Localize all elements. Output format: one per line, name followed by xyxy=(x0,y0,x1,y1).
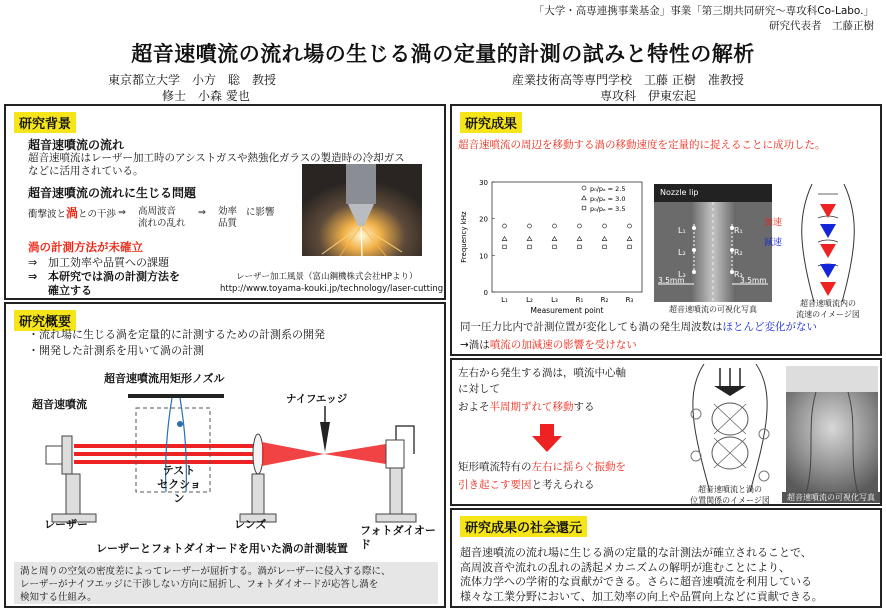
vortex-caption-2: 位置関係のイメージ図 xyxy=(690,496,770,505)
results2-line-5b: と考えられる xyxy=(531,479,595,491)
jet-visualization-photo-2 xyxy=(786,366,878,494)
flow-e1: 効率 xyxy=(218,206,238,217)
diagram-caption xyxy=(778,298,878,320)
authors-right xyxy=(512,72,744,104)
bullet-2b: 確立する xyxy=(48,284,92,297)
background-panel xyxy=(4,104,446,300)
social-line-4: 様々な工業分野において、加工効率の向上や品質向上などに貢献できる。 xyxy=(460,589,823,603)
x-tick-label: L₃ xyxy=(551,296,558,304)
label-nozzle: 超音速噴流用矩形ノズル xyxy=(104,372,225,385)
flow-arrow-2: ⇒ xyxy=(198,207,206,218)
vortex-position-diagram xyxy=(684,364,776,492)
laser-block xyxy=(62,436,72,474)
label-test-2: セクション xyxy=(157,478,201,505)
header-note xyxy=(534,4,874,34)
results2-line-3b: 半周期ずれて移動 xyxy=(489,401,574,413)
authors-left xyxy=(108,72,276,104)
flow-chain xyxy=(28,206,116,222)
overview-line-2: ・開発した計測系を用いて渦の計測 xyxy=(28,344,204,357)
bullet-1: ⇒ 加工効率や品質への課題 xyxy=(28,256,169,269)
background-tag: 研究背景 xyxy=(14,112,76,133)
author-right-2: 専攻科 伊東宏起 xyxy=(600,89,697,103)
flow-a: 衝撃波と xyxy=(28,209,67,220)
results2-line-4a: 矩形噴流特有の xyxy=(458,461,532,473)
social-text xyxy=(460,546,823,604)
dim-left: 3.5mm xyxy=(658,276,685,285)
label-jet: 超音速噴流 xyxy=(32,398,87,411)
overview-line-1: ・流れ場に生じる渦を定量的に計測するための計測系の開発 xyxy=(28,328,325,341)
legend-label: p₀/pₐ = 2.5 xyxy=(590,185,626,193)
program-name: 「大学・高専連携事業基金」事業「第三期共同研究～専攻科Co-Labo.」 xyxy=(533,5,874,17)
x-tick-label: L₂ xyxy=(526,296,533,304)
x-tick-label: R₃ xyxy=(625,296,634,304)
photodiode-stand xyxy=(390,468,402,514)
laser-stand xyxy=(66,474,80,514)
label-test-section xyxy=(154,464,204,506)
results2-line-5 xyxy=(458,478,595,492)
legend-label: p₀/pₐ = 3.5 xyxy=(590,205,626,213)
background-h1: 超音速噴流の流れ xyxy=(28,138,125,152)
diagram-caption-1: 超音速噴流内の xyxy=(800,299,856,308)
frequency-chart xyxy=(456,176,652,316)
author-left-1: 東京都立大学 小方 聡 教授 xyxy=(108,73,277,87)
y-axis-label: Frequency kHz xyxy=(460,211,468,263)
laser-beam-1 xyxy=(74,444,254,448)
diverging-beam xyxy=(324,444,386,464)
flow-f: に影響 xyxy=(246,207,275,218)
social-line-2: 高周波音や流れの乱れの誘起メカニズムの解明が進むことにより、 xyxy=(460,560,790,574)
accel-label: 加速 xyxy=(764,218,783,228)
background-h2: 超音速噴流の流れに生じる問題 xyxy=(28,186,197,200)
flow-e2: 品質 xyxy=(218,218,238,229)
diagram-caption-2: 流速のイメージ図 xyxy=(796,310,860,319)
flow-e xyxy=(218,206,237,230)
overview-panel xyxy=(4,302,446,608)
results2-line-3 xyxy=(458,400,595,414)
bullet-2: ⇒ 本研究では渦の計測方法を xyxy=(28,270,180,283)
dim-right: 3.5mm xyxy=(740,276,767,285)
background-p1-line2: などに活用されている。 xyxy=(28,165,144,177)
legend-label: p₀/pₐ = 3.0 xyxy=(590,195,626,203)
background-p1-line1: 超音速噴流はレーザー加工時のアシストガスや熱強化ガラスの製造時の冷却ガス xyxy=(28,152,405,164)
x-axis-label: Measurement point xyxy=(530,306,604,315)
finding-2 xyxy=(460,338,637,352)
results2-panel xyxy=(450,358,882,506)
apparatus-caption: レーザーとフォトダイオードを用いた渦の計測装置 xyxy=(96,542,348,555)
note-line-2: レーザーがナイフエッジに干渉しない方向に屈折し、フォトダイオードが応答し渦を xyxy=(20,579,379,590)
note-line-1: 渦と周りの空気の密度差によってレーザーが屈折する。渦がレーザーに侵入する際に、 xyxy=(20,566,391,577)
converging-beam xyxy=(262,442,324,466)
x-tick-label: R₂ xyxy=(600,296,609,304)
author-left-2: 修士 小森 愛也 xyxy=(162,89,250,103)
point-L1: L₁ xyxy=(678,226,686,235)
bullet-2-text: 本研究では渦の計測方法を xyxy=(48,270,180,283)
flow-d xyxy=(138,206,186,230)
social-panel xyxy=(450,508,882,608)
laser-cutting-photo xyxy=(302,164,422,256)
social-tag: 研究成果の社会還元 xyxy=(460,516,587,537)
knife-edge-shape xyxy=(320,422,330,452)
lens-stand xyxy=(252,474,264,514)
overview-tag: 研究概要 xyxy=(14,310,76,331)
vortex-caption-1: 超音速噴流と渦の xyxy=(698,485,762,494)
page-title: 超音速噴流の流れ場の生じる渦の定量的計測の試みと特性の解析 xyxy=(131,42,755,66)
flow-vortex: 渦 xyxy=(66,206,79,220)
results-panel xyxy=(450,104,882,356)
point-L3: L₃ xyxy=(678,270,686,279)
photodiode-housing xyxy=(386,440,404,468)
point-R2: R₂ xyxy=(734,248,743,257)
results2-line-3a: およそ xyxy=(458,401,490,413)
label-lens: レンズ xyxy=(234,518,267,531)
photo-caption-2: http://www.toyama-kouki.jp/technology/laser-cutting xyxy=(220,284,444,294)
finding-1 xyxy=(460,320,817,334)
results2-line-1: 左右から発生する渦は，噴流中心軸 xyxy=(458,367,626,379)
y-tick-label: 10 xyxy=(479,252,488,261)
label-test-1: テスト xyxy=(162,464,196,477)
results-tag: 研究成果 xyxy=(460,112,522,133)
social-line-3: 流体力学への学術的な貢献ができる。さらに超音速噴流を利用している xyxy=(460,575,812,588)
flow-arrow-1: ⇒ xyxy=(118,207,126,218)
laser-beam-2 xyxy=(74,452,254,456)
decel-label: 減速 xyxy=(764,238,783,248)
photo2-caption: 超音速噴流の可視化写真 xyxy=(782,492,880,503)
note-line-3: 検知する仕組み。 xyxy=(20,592,97,603)
label-laser: レーザー xyxy=(44,518,88,531)
nozzle-lip-label: Nozzle lip xyxy=(660,188,699,197)
results2-line-4 xyxy=(458,460,626,474)
label-photodiode: フォトダイオード xyxy=(360,524,436,551)
point-R3: R₃ xyxy=(734,270,743,279)
results2-line-4b: 左右に揺らぐ振動を xyxy=(531,461,626,473)
y-tick-label: 0 xyxy=(483,289,488,297)
lens-shape xyxy=(253,434,263,474)
jet-marker xyxy=(177,421,183,427)
results2-line-5a: 引き起こす要因 xyxy=(458,479,532,491)
photo1-caption: 超音速噴流の可視化写真 xyxy=(669,305,757,314)
y-tick-label: 30 xyxy=(479,179,488,187)
flow-d2: 流れの乱れ xyxy=(138,218,186,229)
photodiode-base xyxy=(376,514,416,522)
results2-line-2: に対して xyxy=(458,383,500,395)
apparatus-note xyxy=(14,562,438,604)
flow-c: との干渉 xyxy=(78,209,117,220)
y-tick-label: 20 xyxy=(479,215,488,224)
down-arrow-icon xyxy=(532,424,562,452)
velocity-image-diagram xyxy=(778,184,878,304)
x-tick-label: R₁ xyxy=(575,296,584,304)
nozzle-bar xyxy=(128,394,224,398)
finding-1a: 同一圧力比内で計測位置が変化しても渦の発生周波数は xyxy=(460,321,723,333)
finding-2b: 噴流の加減速の影響を受けない xyxy=(489,339,637,351)
results2-line-3c: する xyxy=(573,401,595,413)
results-headline: 超音速噴流の周辺を移動する渦の移動速度を定量的に捉えることに成功した。 xyxy=(458,139,826,151)
vortex-diagram-caption xyxy=(678,484,782,506)
label-knife-edge: ナイフエッジ xyxy=(286,393,348,405)
x-tick-label: L₁ xyxy=(501,296,508,304)
point-L2: L₂ xyxy=(678,248,686,257)
social-line-1: 超音速噴流の流れ場に生じる渦の定量的な計測法が確立されることで、 xyxy=(460,546,812,559)
bullet-1-text: 加工効率や品質への課題 xyxy=(48,256,169,269)
finding-1b: ほとんど変化がない xyxy=(722,321,817,333)
photo-caption-1: レーザー加工風景（富山鋼機株式会社HPより） xyxy=(236,272,418,282)
flow-d1: 高周波音 xyxy=(138,206,177,217)
representative: 研究代表者 工藤正樹 xyxy=(769,20,874,32)
point-R1: R₁ xyxy=(734,226,743,235)
background-h3: 渦の計測方法が未確立 xyxy=(28,240,143,254)
author-right-1: 産業技術高等専門学校 工藤 正樹 准教授 xyxy=(512,73,744,87)
finding-2a: →渦は xyxy=(460,339,490,351)
